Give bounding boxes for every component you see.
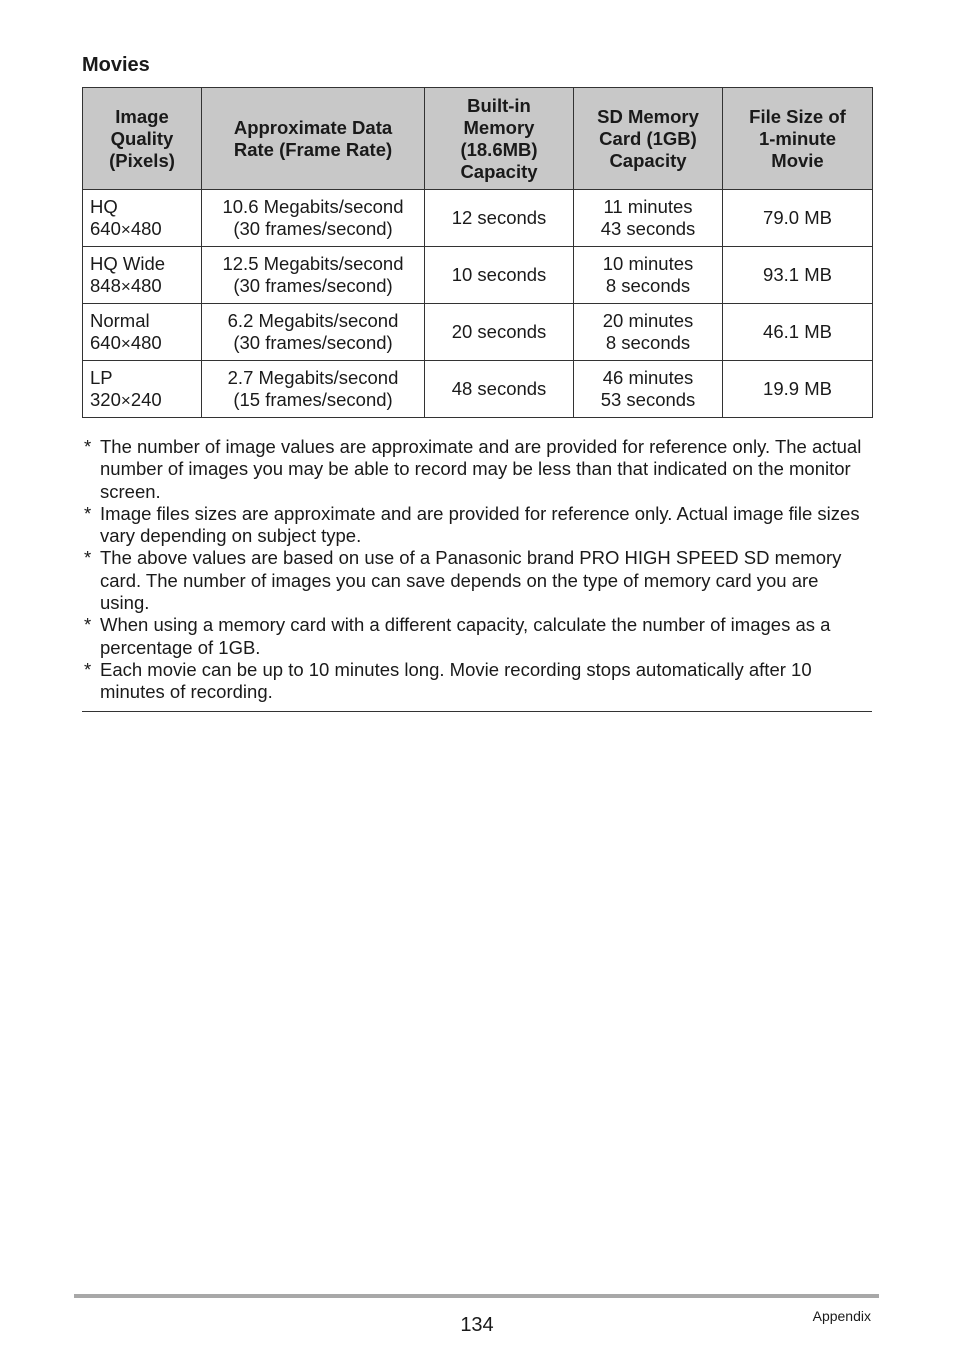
resolution-label: 640×480 [90, 331, 162, 353]
footnote-item [82, 503, 872, 548]
table-row [83, 190, 873, 247]
cell-sd-capacity [574, 247, 723, 304]
sd-seconds: 8 seconds [605, 275, 691, 296]
sd-minutes: 46 minutes [602, 367, 694, 388]
cell-data-rate [202, 304, 425, 361]
data-rate-value: 6.2 Megabits/second [227, 310, 399, 331]
sd-seconds: 8 seconds [605, 332, 691, 353]
header-line: (18.6MB) [460, 138, 538, 160]
header-data-rate [202, 88, 425, 190]
cell-sd-capacity [574, 190, 723, 247]
frame-rate-value: (30 frames/second) [233, 332, 393, 353]
cell-builtin-capacity: 48 seconds [425, 361, 574, 418]
asterisk-marker: * [84, 436, 92, 457]
cell-sd-capacity [574, 361, 723, 418]
header-sd-memory [574, 88, 723, 190]
cell-quality [83, 190, 202, 247]
cell-builtin-capacity: 12 seconds [425, 190, 574, 247]
header-line: Built-in [467, 94, 531, 116]
cell-file-size: 79.0 MB [723, 190, 873, 247]
cell-data-rate [202, 247, 425, 304]
footer-section-name: Appendix [812, 1308, 871, 1324]
quality-label: HQ [90, 195, 118, 217]
cell-file-size: 19.9 MB [723, 361, 873, 418]
header-line: Capacity [609, 149, 687, 171]
header-file-size [723, 88, 873, 190]
header-line: Movie [771, 149, 824, 171]
section-title: Movies [82, 54, 150, 76]
footnote-text: When using a memory card with a different capacity, calculate the number of images as a percentage of 1GB. [100, 614, 831, 658]
header-line: File Size of [749, 105, 846, 127]
footnote-item [82, 547, 872, 614]
header-line: Memory [463, 116, 535, 138]
table-header-row [83, 88, 873, 190]
movies-spec-table [82, 87, 873, 418]
header-builtin-memory [425, 88, 574, 190]
sd-minutes: 10 minutes [602, 253, 694, 274]
footnote-text: Each movie can be up to 10 minutes long. Movie recording stops automatically after 10 minutes of recording. [100, 658, 812, 703]
asterisk-marker: * [84, 658, 92, 680]
header-line: Card (1GB) [599, 127, 697, 149]
cell-sd-capacity [574, 304, 723, 361]
asterisk-marker: * [84, 614, 92, 636]
data-rate-value: 10.6 Megabits/second [222, 196, 404, 217]
header-line: Approximate Data [233, 116, 393, 138]
header-line: SD Memory [597, 105, 699, 127]
footnotes-list [82, 436, 872, 712]
table-row [83, 247, 873, 304]
cell-builtin-capacity: 10 seconds [425, 247, 574, 304]
resolution-label: 320×240 [90, 388, 162, 410]
header-line: Capacity [460, 160, 538, 182]
cell-data-rate [202, 190, 425, 247]
resolution-label: 640×480 [90, 217, 162, 239]
header-image-quality [83, 88, 202, 190]
cell-file-size: 46.1 MB [723, 304, 873, 361]
asterisk-marker: * [84, 547, 92, 569]
footer-divider [74, 1294, 879, 1298]
cell-file-size: 93.1 MB [723, 247, 873, 304]
resolution-label: 848×480 [90, 274, 162, 296]
header-line: Quality [110, 127, 174, 149]
table-row [83, 304, 873, 361]
cell-builtin-capacity: 20 seconds [425, 304, 574, 361]
footnote-item [82, 659, 872, 704]
header-line: Rate (Frame Rate) [233, 138, 393, 160]
quality-label: HQ Wide [90, 252, 166, 274]
data-rate-value: 12.5 Megabits/second [222, 253, 404, 274]
cell-quality [83, 304, 202, 361]
cell-data-rate [202, 361, 425, 418]
footnote-text: The number of image values are approximate and are provided for reference only. The actual number of images you may be able to record may be less than that indicated on the monitor screen. [100, 436, 862, 502]
footnote-item [82, 614, 872, 659]
data-rate-value: 2.7 Megabits/second [227, 367, 399, 388]
header-line: 1-minute [758, 127, 837, 149]
footnote-text: Image files sizes are approximate and are provided for reference only. Actual image file sizes vary depending on subject type. [100, 502, 860, 547]
header-line: (Pixels) [109, 149, 175, 171]
sd-minutes: 20 minutes [602, 310, 694, 331]
cell-quality [83, 247, 202, 304]
sd-minutes: 11 minutes [603, 196, 693, 217]
quality-label: LP [90, 366, 113, 388]
frame-rate-value: (30 frames/second) [233, 275, 393, 296]
frame-rate-value: (15 frames/second) [233, 389, 393, 410]
cell-quality [83, 361, 202, 418]
page-number: 134 [460, 1314, 494, 1336]
frame-rate-value: (30 frames/second) [233, 218, 393, 239]
table-row [83, 361, 873, 418]
footnote-item [82, 436, 872, 503]
sd-seconds: 53 seconds [600, 389, 696, 410]
footnote-text: The above values are based on use of a Panasonic brand PRO HIGH SPEED SD memory card. The number of images you can save depends on the type of memory card you are using. [100, 547, 842, 614]
header-line: Image [115, 105, 169, 127]
quality-label: Normal [90, 309, 150, 331]
asterisk-marker: * [84, 502, 92, 524]
sd-seconds: 43 seconds [600, 218, 696, 239]
